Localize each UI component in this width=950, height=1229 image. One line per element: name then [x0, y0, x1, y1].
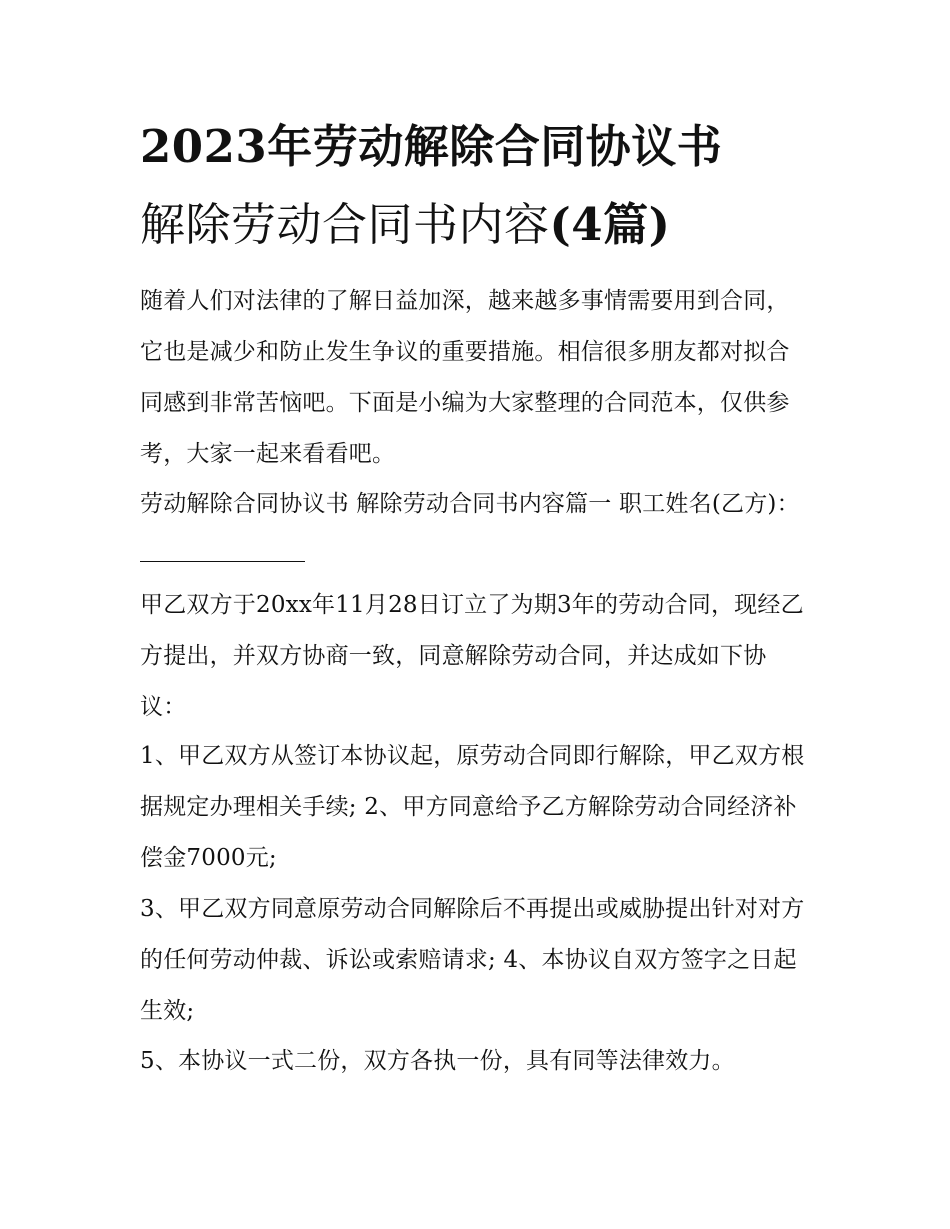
name-blank-line	[140, 541, 305, 562]
document-title-line1: 2023年劳动解除合同协议书	[140, 120, 723, 173]
title-line2-suffix: (4篇)	[549, 198, 671, 251]
clauses-1-2-paragraph: 1、甲乙双方从签订本协议起，原劳动合同即行解除，甲乙双方根据规定办理相关手续; 2、甲方同意给予乙方解除劳动合同经济补偿金7000元;	[140, 743, 805, 871]
clause-5-paragraph: 5、本协议一式二份，双方各执一份，具有同等法律效力。	[140, 1048, 735, 1074]
intro-paragraph: 随着人们对法律的了解日益加深，越来越多事情需要用到合同，它也是减少和防止发生争议的重要措施。相信很多朋友都对拟合同感到非常苦恼吧。下面是小编为大家整理的合同范本，仅供参考，大家一起来看看吧。	[140, 288, 790, 467]
document-title-line2	[140, 200, 820, 250]
clauses-3-4-paragraph: 3、甲乙双方同意原劳动合同解除后不再提出或威胁提出针对对方的任何劳动仲裁、诉讼或索赔请求; 4、本协议自双方签字之日起生效;	[140, 896, 805, 1024]
title-line2-main: 解除劳动合同书内容	[140, 198, 550, 251]
section-heading-paragraph	[140, 479, 812, 581]
section-heading-text: 劳动解除合同协议书 解除劳动合同书内容篇一 职工姓名(乙方)：	[140, 491, 800, 517]
agreement-intro-paragraph: 甲乙双方于20xx年11月28日订立了为期3年的劳动合同，现经乙方提出，并双方协商一致，同意解除劳动合同，并达成如下协议：	[140, 592, 804, 720]
